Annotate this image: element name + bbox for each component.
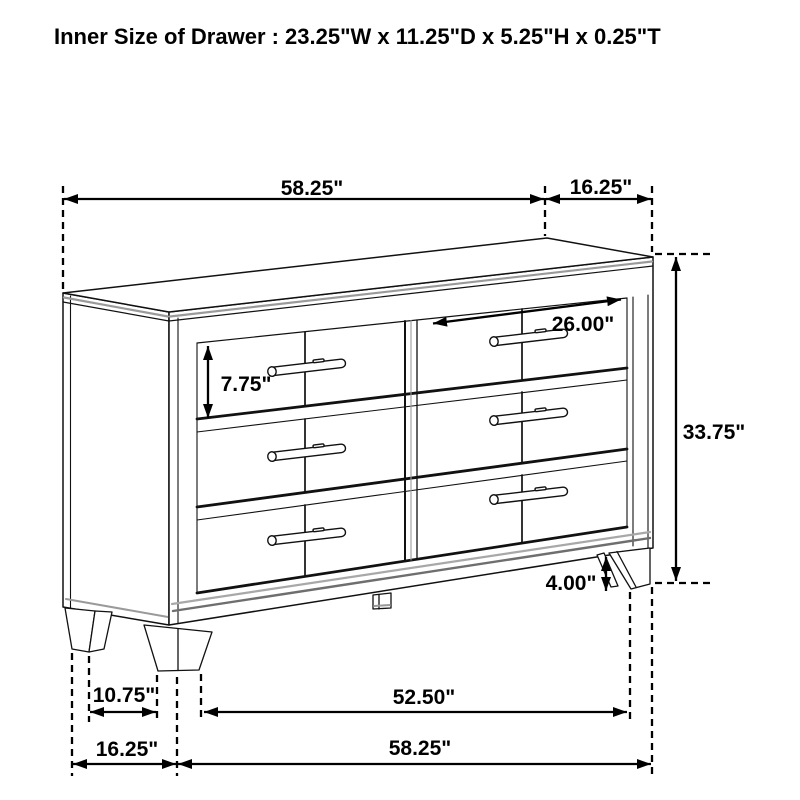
dim-top-width-label: 58.25" bbox=[280, 177, 344, 200]
dim-bottom-depth-label: 16.25" bbox=[95, 738, 159, 761]
dim-bottom-width-label: 58.25" bbox=[388, 737, 452, 760]
center-glide-shade bbox=[374, 605, 390, 606]
dim-leg-gap-label: 10.75" bbox=[92, 684, 156, 707]
dresser-drawing bbox=[63, 238, 653, 671]
dim-drawer-width-label: 26.00" bbox=[551, 313, 615, 336]
dim-total-height-label: 33.75" bbox=[682, 421, 746, 444]
dim-top-depth-label: 16.25" bbox=[569, 176, 633, 199]
dim-leg-height-label: 4.00" bbox=[545, 572, 597, 595]
side-panel bbox=[63, 293, 169, 625]
dim-front-span-label: 52.50" bbox=[392, 686, 456, 709]
page-title: Inner Size of Drawer : 23.25"W x 11.25"D x 5.25"H x 0.25"T bbox=[54, 24, 661, 49]
dim-drawer-height-label: 7.75" bbox=[220, 373, 272, 396]
